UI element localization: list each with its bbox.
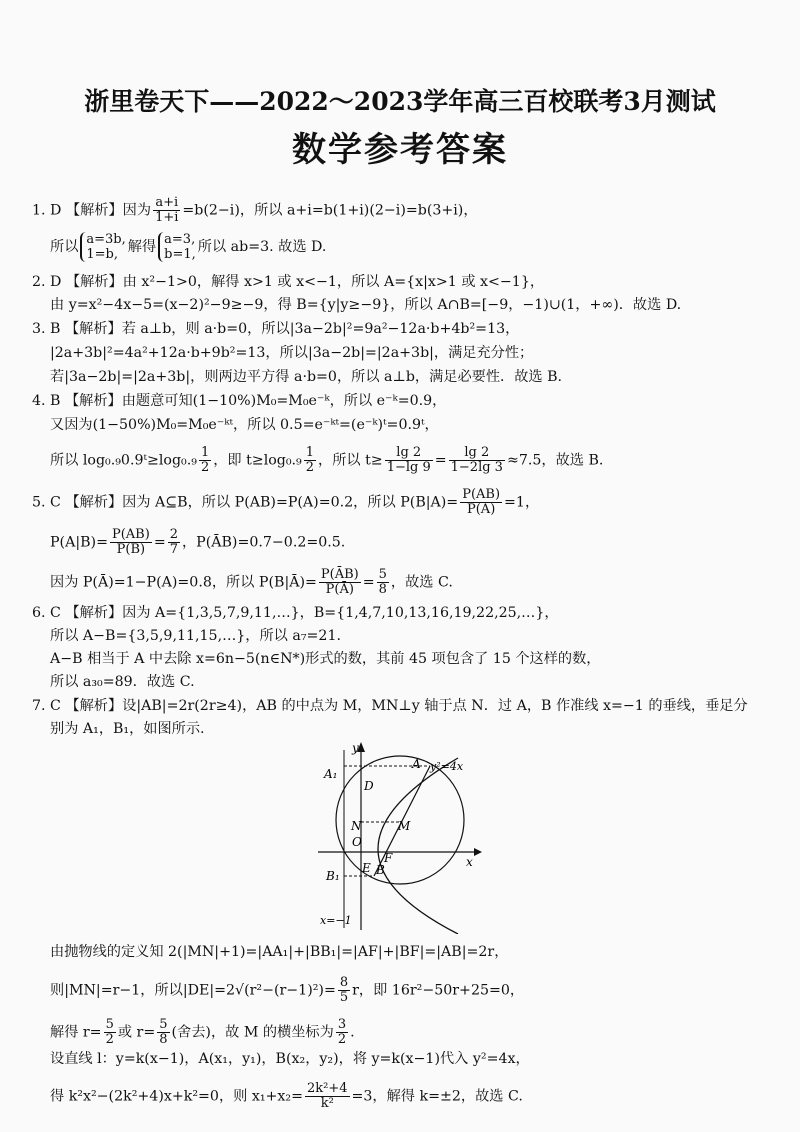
q7-line-1: 7. C 【解析】设|AB|=2r(2r≥4)，AB 的中点为 M，MN⊥y 轴于点 N．过 A，B 作准线 x=−1 的垂线，垂足分 (32, 698, 748, 714)
label-d: D (364, 779, 374, 793)
label-e: E (362, 861, 371, 875)
q6-line-4: 所以 a₃₀=89．故选 C. (50, 674, 195, 690)
q5-line-1: 5. C 【解析】因为 A⊆B，所以 P(AB)=P(A)=0.2，所以 P(B|A)= $\frac{P(AB)}{P(A)}$ =1， (32, 487, 540, 517)
q6-line-1: 6. C 【解析】因为 A={1,3,5,7,9,11,…}，B={1,4,7,10,13,16,19,22,25,…}， (32, 605, 559, 621)
label-x: x (466, 855, 473, 869)
q6-line-3: A−B 相当于 A 中去除 x=6n−5(n∈N*)形式的数，其前 45 项包含了 15 个这样的数， (50, 651, 601, 667)
label-directrix: x=−1 (320, 914, 352, 927)
label-f: F (384, 851, 393, 865)
label-n: N (351, 819, 362, 833)
label-a: A (412, 757, 421, 771)
equation-system: a=3, b=1, (158, 232, 196, 262)
equation-system: a=3b, 1=b, (80, 232, 125, 262)
q6-line-2: 所以 A−B={3,5,9,11,15,…}，所以 a₇=21. (50, 628, 341, 644)
fraction: $\frac{a+i}{1+i}$ (155, 195, 179, 225)
q7-line-6: 设直线 l：y=k(x−1)，A(x₁，y₁)，B(x₂，y₂)，将 y=k(x−1)代入 y²=4x， (50, 1051, 530, 1067)
label-a1: A₁ (324, 767, 338, 781)
q1-line-1: 1. D 【解析】因为 $\frac{a+i}{1+i}$ =b(2−i)，所以 a+i=b(1+i)(2−i)=b(3+i)， (32, 195, 478, 225)
x-axis-arrow (474, 848, 482, 856)
label-b: B (376, 863, 385, 877)
q3-line-3: 若|3a−2b|=|2a+3b|，则两边平方得 a·b=0，所以 a⊥b，满足必要性．故选 B. (50, 369, 563, 385)
q3-line-2: |2a+3b|²=4a²+12a·b+9b²=13，所以|3a−2b|=|2a+3b|，满足充分性； (50, 345, 534, 361)
q4-line-3: 所以 log₀.₉0.9ᵗ≥log₀.₉ $\frac{1}{2}$ ，即 t≥log₀.₉ $\frac{1}{2}$ ，所以 t≥ $\frac{\lg 2}{1-\lg 9}$ = $\frac{\lg 2}{1-2\lg 3}$ ≈7.5，故选 B. (50, 445, 604, 475)
q5-line-3: 因为 P(Ā)=1−P(A)=0.8，所以 P(B|Ā)= $\frac{P(ĀB)}{P(Ā)}$ = $\frac{5}{8}$ ，故选 C. (50, 567, 453, 597)
q4-line-1: 4. B 【解析】由题意可知(1−10%)M₀=M₀e⁻ᵏ，所以 e⁻ᵏ=0.9， (32, 393, 447, 409)
parabola-curve (378, 758, 458, 934)
q7-line-4: 则|MN|=r−1，所以|DE|=2√(r²−(r−1)²)= $\frac{8}{5}$ r，即 16r²−50r+25=0， (50, 975, 525, 1005)
page-subtitle: 数学参考答案 (292, 130, 508, 170)
label-m: M (398, 819, 411, 833)
label-o: O (352, 835, 362, 849)
q7-line-2: 别为 A₁，B₁，如图所示. (50, 721, 205, 737)
q2-line-2: 由 y=x²−4x−5=(x−2)²−9≥−9，得 B={y|y≥−9}，所以 A∩B=[−9，−1)∪(1，+∞)．故选 D. (50, 297, 682, 313)
page-title: 浙里卷天下——2022～2023学年高三百校联考3月测试 (84, 87, 716, 116)
q2-line-1: 2. D 【解析】由 x²−1>0，解得 x>1 或 x<−1，所以 A={x|x>1 或 x<−1}， (32, 274, 545, 290)
q7-line-7: 得 k²x²−(2k²+4)x+k²=0，则 x₁+x₂= $\frac{\text{2k²+4}}{\text{k²}}$ =3，解得 k=±2，故选 C. (50, 1081, 523, 1111)
q3-line-1: 3. B 【解析】若 a⊥b，则 a·b=0，所以|3a−2b|²=9a²−12a·b+4b²=13， (32, 321, 520, 337)
label-parabola: y²=4x (430, 760, 464, 773)
q7-line-3: 由抛物线的定义知 2(|MN|+1)=|AA₁|+|BB₁|=|AF|+|BF|=|AB|=2r， (50, 944, 509, 960)
q7-line-5: 解得 r= $\frac{5}{2}$ 或 r= $\frac{5}{8}$ (舍去)，故 M 的横坐标为 $\frac{3}{2}$ . (50, 1017, 355, 1047)
q4-line-2: 又因为(1−50%)M₀=M₀e⁻ᵏᵗ，所以 0.5=e⁻ᵏᵗ=(e⁻ᵏ)ᵗ=0.9ᵗ， (50, 417, 439, 433)
label-b1: B₁ (326, 869, 340, 883)
q5-line-2: P(A|B)= $\frac{P(AB)}{P(B)}$ = $\frac{2}{7}$ ，P(ĀB)=0.7−0.2=0.5. (50, 527, 346, 557)
label-y: y (352, 741, 359, 755)
parabola-figure (318, 738, 488, 934)
q1-line-2: 所以 a=3b, 1=b, 解得 a=3, b=1, 所以 ab=3. 故选 D. (50, 232, 327, 262)
